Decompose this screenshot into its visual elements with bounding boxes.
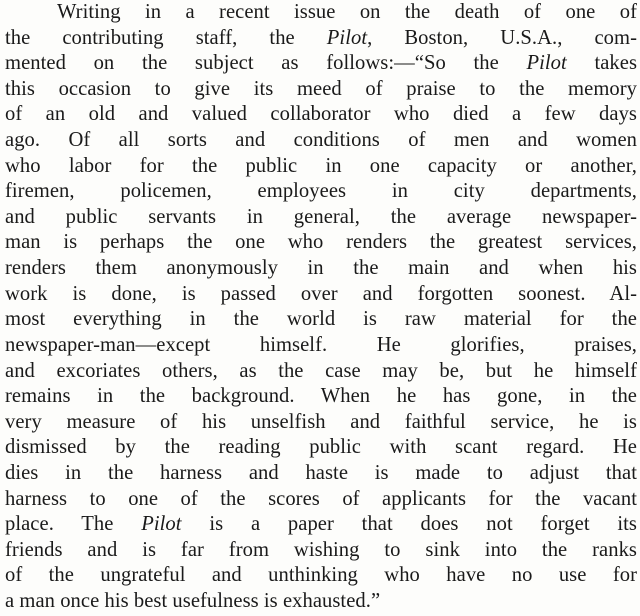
line-text: of an old and valued collaborator who died a few days xyxy=(5,103,637,125)
pilot-italic: Pilot xyxy=(526,52,567,74)
text-line xyxy=(5,51,637,76)
line-text: newspaper-man—except himself. He glorifies, praises, xyxy=(5,334,637,356)
line-text: renders them anonymously in the main and when his xyxy=(5,257,637,279)
text-line xyxy=(5,435,637,460)
text-line xyxy=(5,384,637,409)
line-text: this occasion to give its meed of praise to the memory xyxy=(5,78,637,100)
text-line xyxy=(5,205,637,230)
line-text: mented on the subject as follows:—“So the xyxy=(5,52,527,74)
text-line xyxy=(5,154,637,179)
line-text: most everything in the world is raw material for the xyxy=(5,308,637,330)
line-text: is a paper that does not forget its xyxy=(181,513,637,535)
pilot-italic: Pilot xyxy=(141,513,182,535)
line-text: a man once his best usefulness is exhausted.” xyxy=(5,590,381,612)
line-text: firemen, policemen, employees in city departments, xyxy=(5,180,637,202)
line-text: very measure of his unselfish and faithful service, he is xyxy=(5,411,637,433)
line-text: work is done, is passed over and forgotten soonest. Al- xyxy=(5,283,637,305)
text-line xyxy=(5,256,637,281)
text-line xyxy=(5,563,637,588)
text-line xyxy=(5,333,637,358)
line-text: Writing in a recent issue on the death of one of xyxy=(57,1,637,23)
text-line xyxy=(5,179,637,204)
line-text: friends and is far from wishing to sink into the ranks xyxy=(5,539,637,561)
line-text: place. The xyxy=(5,513,142,535)
text-line xyxy=(5,128,637,153)
text-line xyxy=(5,26,637,51)
line-text: harness to one of the scores of applicants for the vacant xyxy=(5,488,637,510)
text-line xyxy=(57,0,637,25)
line-text: of the ungrateful and unthinking who have no use for xyxy=(5,564,637,586)
pilot-italic: Pilot xyxy=(326,27,368,49)
line-text: takes xyxy=(566,52,638,74)
text-line xyxy=(5,230,637,255)
line-text: dismissed by the reading public with scant regard. He xyxy=(5,436,637,458)
text-line xyxy=(5,487,637,512)
text-line xyxy=(5,512,637,537)
text-line xyxy=(5,282,637,307)
text-line xyxy=(5,359,637,384)
line-text: who labor for the public in one capacity or another, xyxy=(5,155,637,177)
line-text: ago. Of all sorts and conditions of men and women xyxy=(5,129,637,151)
text-line xyxy=(5,307,637,332)
text-line xyxy=(5,77,637,102)
line-text: man is perhaps the one who renders the greatest services, xyxy=(5,231,637,253)
text-line xyxy=(5,410,637,435)
text-line xyxy=(5,461,637,486)
line-text: dies in the harness and haste is made to adjust that xyxy=(5,462,637,484)
line-text: and public servants in general, the average newspaper- xyxy=(5,206,637,228)
text-line xyxy=(5,589,637,614)
text-line xyxy=(5,102,637,127)
line-text: and excoriates others, as the case may be, but he himself xyxy=(5,360,637,382)
line-text: , Boston, U.S.A., com- xyxy=(367,27,637,49)
line-text: the contributing staff, the xyxy=(5,27,327,49)
text-line xyxy=(5,538,637,563)
line-text: remains in the background. When he has gone, in the xyxy=(5,385,637,407)
